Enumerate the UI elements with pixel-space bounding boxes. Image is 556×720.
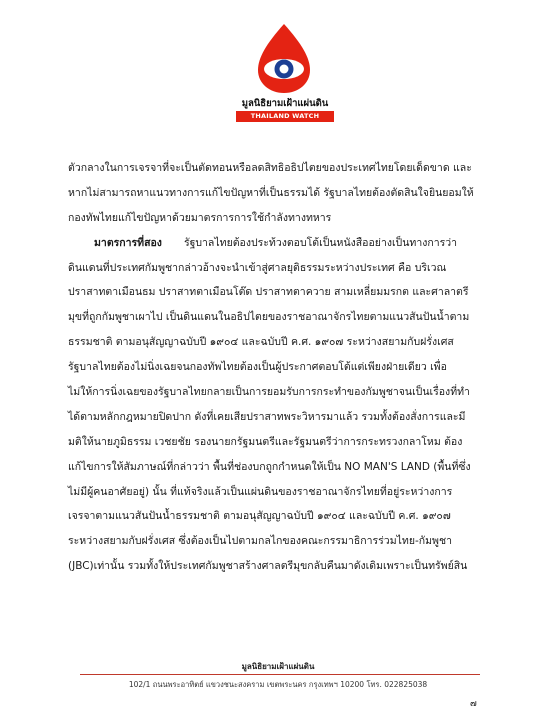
- text-line: ไม่ให้การนิ่งเฉยของรัฐบาลไทยกลายเป็นการยอมรับการกระทำของกัมพูชาจนเป็นเรื่องที่ทำ: [68, 386, 470, 399]
- text-line: ระหว่างสยามกับฝรั่งเศส ซึ่งต้องเป็นไปตามกลไกของคณะกรรมาธิการร่วมไทย-กัมพูชา: [68, 535, 452, 548]
- text-line: มติให้นายภูมิธรรม เวชยชัย รองนายกรัฐมนตรีและรัฐมนตรีว่าการกระทรวงกลาโหม ต้อง: [68, 435, 463, 448]
- text-line: ปราสาทตาเมือนธม ปราสาทตาเมือนโต๊ด ปราสาทตาควาย สามเหลี่ยมมรกต และศาลาตรี: [68, 286, 469, 299]
- document-body: [68, 156, 487, 579]
- paragraph-first-line: [68, 231, 487, 256]
- text-line: ไม่มีผู้คนอาศัยอยู่) นั้น ที่แท้จริงแล้วเป็นแผ่นดินของราชอาณาจักรไทยที่อยู่ระหว่างการ: [68, 485, 453, 498]
- section-heading: มาตรการที่สอง: [94, 236, 162, 249]
- text-line: หากไม่สามารถหาแนวทางการแก้ไขปัญหาที่เป็นธรรมได้ รัฐบาลไทยต้องตัดสินใจยินยอมให้: [68, 186, 474, 199]
- page-number: ๗: [470, 699, 477, 709]
- paragraph-2: [68, 231, 487, 579]
- text-line: ได้ตามหลักกฎหมายปิดปาก ดังที่เคยเสียปราสาทพระวิหารมาแล้ว รวมทั้งต้องสั่งการและมี: [68, 410, 466, 423]
- logo-subtitle: THAILAND WATCH FOUNDATION: [236, 111, 334, 122]
- eye-drop-logo-icon: [252, 22, 316, 94]
- paragraph-1: [68, 156, 487, 231]
- text-line: รัฐบาลไทยต้องไม่นิ่งเฉยจนกองทัพไทยต้องเป็นผู้ประกาศตอบโต้แต่เพียงฝ่ายเดียว เพื่อ: [68, 361, 447, 374]
- logo-name: มูลนิธิยามเฝ้าแผ่นดิน: [241, 98, 329, 109]
- foundation-logo: [225, 22, 345, 132]
- text-line: ดินแดนที่ประเทศกัมพูชากล่าวอ้างจะนำเข้าสู่ศาลยุติธรรมระหว่างประเทศ คือ บริเวณ: [68, 261, 447, 274]
- footer-divider: [80, 674, 480, 675]
- text-line: รัฐบาลไทยต้องประท้วงตอบโต้เป็นหนังสืออย่างเป็นทางการว่า: [183, 236, 458, 249]
- text-line: กองทัพไทยแก้ไขปัญหาด้วยมาตรการการใช้กำลังทางทหาร: [68, 211, 332, 224]
- text-line: แก้ไขการให้สัมภาษณ์ที่กล่าวว่า พื้นที่ช่องบกถูกกำหนดให้เป็น NO MAN'S LAND (พื้นที่ซึ่ง: [68, 460, 471, 473]
- text-line: ธรรมชาติ ตามอนุสัญญาฉบับปี ๑๙๐๔ และฉบับปี ค.ศ. ๑๙๐๗ ระหว่างสยามกับฝรั่งเศส: [68, 336, 454, 349]
- text-line: มุขที่ถูกกัมพูชาเผาไป เป็นดินแดนในอธิปไตยของราชอาณาจักรไทยตามแนวสันปันน้ำตาม: [68, 311, 470, 324]
- text-line: (JBC)เท่านั้น รวมทั้งให้ประเทศกัมพูชาสร้างศาลตรีมุขกลับคืนมาดังเดิมเพราะเป็นทรัพย์สิน: [68, 560, 468, 573]
- text-line: ตัวกลางในการเจรจาที่จะเป็นตัดทอนหรือลดสิทธิอธิปไตยของประเทศไทยโดยเด็ดขาด และ: [68, 162, 472, 174]
- footer-address: 102/1 ถนนพระอาทิตย์ แขวงชนะสงคราม เขตพระนคร กรุงเทพฯ 10200 โทร. 022825038: [128, 680, 428, 689]
- footer-org-name: มูลนิธิยามเฝ้าแผ่นดิน: [241, 662, 315, 671]
- text-line: เจรจาตามแนวสันปันน้ำธรรมชาติ ตามอนุสัญญาฉบับปี ๑๙๐๔ และฉบับปี ค.ศ. ๑๙๐๗: [68, 510, 451, 523]
